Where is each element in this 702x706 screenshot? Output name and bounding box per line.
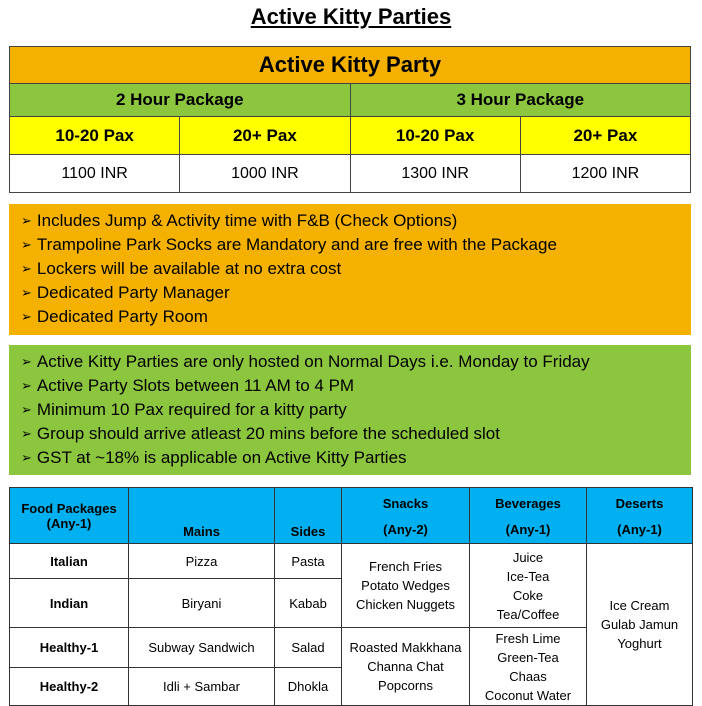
pricing-table: [9, 46, 691, 193]
arrow-bullet-icon: ➢: [21, 213, 32, 228]
list-item: ➢ Trampoline Park Socks are Mandatory and are free with the Package: [21, 233, 691, 257]
arrow-bullet-icon: ➢: [21, 450, 32, 465]
pax-label: 10-20 Pax: [350, 117, 520, 155]
beverages-cell: Fresh Lime Green-Tea Chaas Coconut Water: [470, 628, 587, 706]
package-name: Healthy-2: [10, 668, 129, 706]
list-item: ➢ GST at ~18% is applicable on Active Kitty Parties: [21, 446, 691, 470]
list-item: ➢ Minimum 10 Pax required for a kitty party: [21, 398, 691, 422]
header-snacks: Snacks (Any-2): [342, 488, 470, 544]
package-name: Italian: [10, 544, 129, 579]
sides-cell: Kabab: [275, 579, 342, 628]
table-row: [10, 544, 693, 579]
arrow-bullet-icon: ➢: [21, 402, 32, 417]
page-title: Active Kitty Parties: [250, 4, 452, 29]
list-item: ➢ Group should arrive atleast 20 mins before the scheduled slot: [21, 422, 691, 446]
snacks-cell: French Fries Potato Wedges Chicken Nuggets: [342, 544, 470, 628]
list-item: ➢ Active Party Slots between 11 AM to 4 PM: [21, 374, 691, 398]
deserts-cell: Ice Cream Gulab Jamun Yoghurt: [587, 544, 693, 706]
food-packages-table: [9, 487, 693, 706]
package-name: Indian: [10, 579, 129, 628]
sides-cell: Pasta: [275, 544, 342, 579]
header-mains: Mains: [129, 488, 275, 544]
arrow-bullet-icon: ➢: [21, 285, 32, 300]
inclusions-box: [9, 204, 691, 335]
mains-cell: Subway Sandwich: [129, 628, 275, 668]
package-2-hour: 2 Hour Package: [10, 84, 351, 117]
list-item: ➢ Lockers will be available at no extra cost: [21, 257, 691, 281]
mains-cell: Biryani: [129, 579, 275, 628]
price-value: 1200 INR: [520, 155, 690, 193]
header-beverages: Beverages (Any-1): [470, 488, 587, 544]
arrow-bullet-icon: ➢: [21, 237, 32, 252]
mains-cell: Pizza: [129, 544, 275, 579]
package-name: Healthy-1: [10, 628, 129, 668]
pax-label: 20+ Pax: [520, 117, 690, 155]
price-value: 1000 INR: [180, 155, 350, 193]
pax-label: 10-20 Pax: [10, 117, 180, 155]
package-3-hour: 3 Hour Package: [350, 84, 691, 117]
snacks-cell: Roasted Makkhana Channa Chat Popcorns: [342, 628, 470, 706]
pax-label: 20+ Pax: [180, 117, 350, 155]
header-deserts: Deserts (Any-1): [587, 488, 693, 544]
pricing-header: Active Kitty Party: [10, 47, 691, 84]
price-value: 1100 INR: [10, 155, 180, 193]
list-item: ➢ Dedicated Party Manager: [21, 281, 691, 305]
price-value: 1300 INR: [350, 155, 520, 193]
list-item: ➢ Includes Jump & Activity time with F&B (Check Options): [21, 209, 691, 233]
rules-box: [9, 345, 691, 475]
list-item: ➢ Dedicated Party Room: [21, 305, 691, 329]
header-food-packages: Food Packages (Any-1): [10, 488, 129, 544]
sides-cell: Dhokla: [275, 668, 342, 706]
list-item: ➢ Active Kitty Parties are only hosted on Normal Days i.e. Monday to Friday: [21, 350, 691, 374]
arrow-bullet-icon: ➢: [21, 261, 32, 276]
sides-cell: Salad: [275, 628, 342, 668]
mains-cell: Idli + Sambar: [129, 668, 275, 706]
arrow-bullet-icon: ➢: [21, 354, 32, 369]
header-sides: Sides: [275, 488, 342, 544]
arrow-bullet-icon: ➢: [21, 309, 32, 324]
beverages-cell: Juice Ice-Tea Coke Tea/Coffee: [470, 544, 587, 628]
arrow-bullet-icon: ➢: [21, 378, 32, 393]
arrow-bullet-icon: ➢: [21, 426, 32, 441]
